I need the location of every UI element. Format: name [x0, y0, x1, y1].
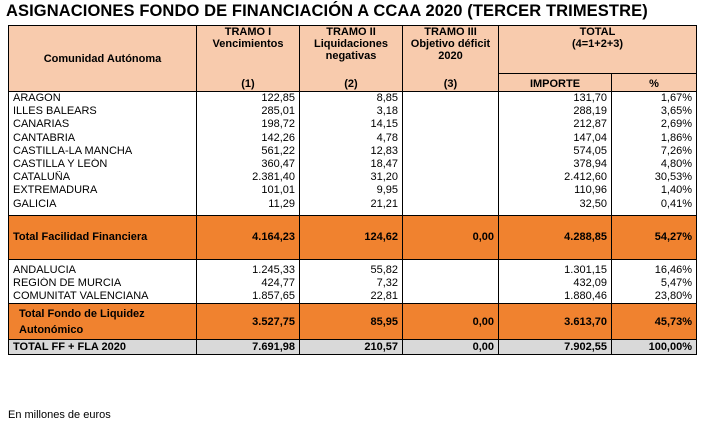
tramo1-value: 101,01 [197, 184, 300, 197]
header-num3: (3) [403, 74, 499, 92]
table-row [9, 184, 697, 197]
tramo1-value: 142,26 [197, 132, 300, 145]
pct-value: 16,46% [612, 264, 697, 277]
tramo3-value [403, 198, 499, 211]
community-name: CASTILLA Y LEÓN [9, 158, 197, 171]
tramo2-value: 12,83 [300, 145, 403, 158]
header-num1: (1) [197, 74, 300, 92]
tramo3-value [403, 277, 499, 290]
tramo1-value: 2.381,40 [197, 171, 300, 184]
importe-value: 110,96 [499, 184, 612, 197]
importe-value: 1.880,46 [499, 290, 612, 304]
importe-value: 7.902,55 [499, 340, 612, 355]
header-tramo3: TRAMO III Objetivo déficit 2020 [403, 26, 499, 74]
pct-value: 1,40% [612, 184, 697, 197]
community-name: GALICIA [9, 198, 197, 211]
pct-value: 30,53% [612, 171, 697, 184]
importe-value: 288,19 [499, 105, 612, 118]
table-row [9, 132, 697, 145]
tramo3-value [403, 132, 499, 145]
tramo2-value: 14,15 [300, 118, 403, 131]
header-tramo2: TRAMO II Liquidaciones negativas [300, 26, 403, 74]
community-name: REGIÓN DE MURCIA [9, 277, 197, 290]
community-name: EXTREMADURA [9, 184, 197, 197]
importe-value: 378,94 [499, 158, 612, 171]
tramo2-value: 85,95 [300, 304, 403, 340]
tramo2-value: 8,85 [300, 92, 403, 106]
pct-value: 5,47% [612, 277, 697, 290]
tramo1-value: 285,01 [197, 105, 300, 118]
pct-value: 23,80% [612, 290, 697, 304]
pct-value: 2,69% [612, 118, 697, 131]
table-row [9, 264, 697, 277]
header-importe: IMPORTE [499, 74, 612, 92]
tramo3-value [403, 158, 499, 171]
page-title: ASIGNACIONES FONDO DE FINANCIACIÓN A CCAA 2020 (TERCER TRIMESTRE) [6, 2, 648, 20]
tramo3-value [403, 290, 499, 304]
pct-value: 1,67% [612, 92, 697, 106]
pct-value: 0,41% [612, 198, 697, 211]
tramo1-value: 424,77 [197, 277, 300, 290]
community-name: ARAGON [9, 92, 197, 106]
financing-table [8, 25, 697, 355]
pct-value: 54,27% [612, 215, 697, 259]
importe-value: 4.288,85 [499, 215, 612, 259]
tramo1-value: 360,47 [197, 158, 300, 171]
header-pct: % [612, 74, 697, 92]
tramo3-value: 0,00 [403, 215, 499, 259]
tramo3-value [403, 171, 499, 184]
community-name: CATALUÑA [9, 171, 197, 184]
tramo1-value: 122,85 [197, 92, 300, 106]
fla-name-line1: Total Fondo de Liquidez [19, 307, 145, 320]
header-num2: (2) [300, 74, 403, 92]
community-name: TOTAL FF + FLA 2020 [9, 340, 197, 355]
community-name: ILLES BALEARS [9, 105, 197, 118]
tramo2-value: 55,82 [300, 264, 403, 277]
tramo2-value: 7,32 [300, 277, 403, 290]
tramo3-value [403, 92, 499, 106]
tramo1-value: 11,29 [197, 198, 300, 211]
tramo1-value: 3.527,75 [197, 304, 300, 340]
header-community: Comunidad Autónoma [9, 26, 197, 92]
pct-value: 1,86% [612, 132, 697, 145]
table-row [9, 145, 697, 158]
pct-value: 4,80% [612, 158, 697, 171]
tramo2-value: 18,47 [300, 158, 403, 171]
importe-value: 2.412,60 [499, 171, 612, 184]
total-ff-row [9, 215, 697, 259]
tramo1-value: 7.691,98 [197, 340, 300, 355]
pct-value: 7,26% [612, 145, 697, 158]
fla-name-line2: Autonómico [19, 323, 84, 336]
community-name: CASTILLA-LA MANCHA [9, 145, 197, 158]
pct-value: 100,00% [612, 340, 697, 355]
community-name: COMUNITAT VALENCIANA [9, 290, 197, 304]
community-name: ANDALUCIA [9, 264, 197, 277]
importe-value: 131,70 [499, 92, 612, 106]
importe-value: 212,87 [499, 118, 612, 131]
tramo2-value: 31,20 [300, 171, 403, 184]
community-name [9, 304, 197, 340]
tramo2-value: 21,21 [300, 198, 403, 211]
header-tramo1: TRAMO I Vencimientos [197, 26, 300, 74]
tramo2-value: 3,18 [300, 105, 403, 118]
importe-value: 32,50 [499, 198, 612, 211]
table-row [9, 290, 697, 304]
importe-value: 574,05 [499, 145, 612, 158]
importe-value: 3.613,70 [499, 304, 612, 340]
pct-value: 45,73% [612, 304, 697, 340]
community-name: CANARIAS [9, 118, 197, 131]
pct-value: 3,65% [612, 105, 697, 118]
tramo1-value: 1.857,65 [197, 290, 300, 304]
table-row [9, 92, 697, 106]
tramo2-value: 210,57 [300, 340, 403, 355]
tramo3-value: 0,00 [403, 340, 499, 355]
table-row [9, 277, 697, 290]
table-row [9, 198, 697, 211]
tramo1-value: 561,22 [197, 145, 300, 158]
community-name: CANTABRIA [9, 132, 197, 145]
units-note: En millones de euros [8, 409, 111, 421]
table-row [9, 105, 697, 118]
tramo1-value: 1.245,33 [197, 264, 300, 277]
tramo2-value: 9,95 [300, 184, 403, 197]
tramo3-value [403, 264, 499, 277]
importe-value: 1.301,15 [499, 264, 612, 277]
importe-value: 147,04 [499, 132, 612, 145]
importe-value: 432,09 [499, 277, 612, 290]
tramo2-value: 4,78 [300, 132, 403, 145]
table-row [9, 118, 697, 131]
header-total: TOTAL (4=1+2+3) [499, 26, 697, 74]
tramo2-value: 124,62 [300, 215, 403, 259]
tramo3-value [403, 118, 499, 131]
tramo3-value [403, 145, 499, 158]
community-name: Total Facilidad Financiera [9, 215, 197, 259]
tramo2-value: 22,81 [300, 290, 403, 304]
total-fla-row [9, 304, 697, 340]
tramo1-value: 198,72 [197, 118, 300, 131]
table-row [9, 171, 697, 184]
tramo3-value [403, 184, 499, 197]
tramo3-value: 0,00 [403, 304, 499, 340]
grand-total-row [9, 340, 697, 355]
tramo1-value: 4.164,23 [197, 215, 300, 259]
table-row [9, 158, 697, 171]
tramo3-value [403, 105, 499, 118]
